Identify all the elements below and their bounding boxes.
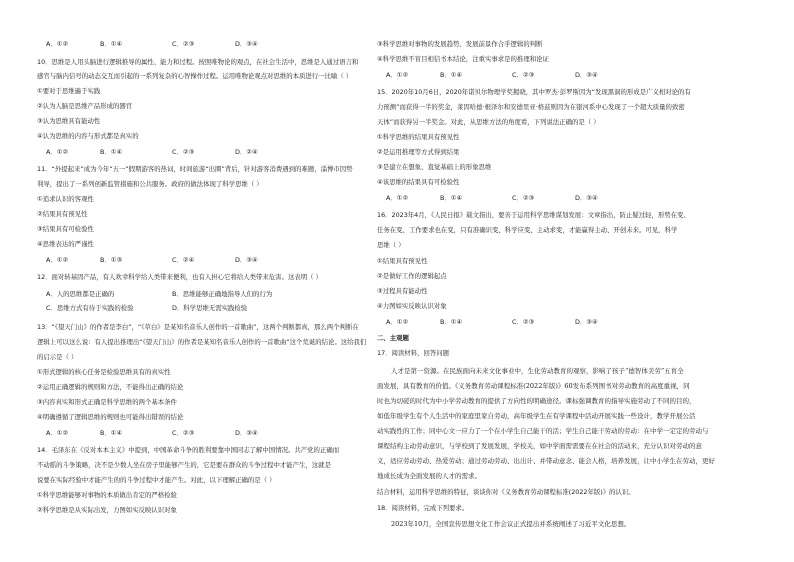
q17-material-line-7: 义，适应劳动劳动、热爱劳动；通过劳动劳动、出出计、并带动意念、能会人格，培养发展，让中小学生在劳动，更好 — [377, 457, 715, 465]
q13-stem-line-1: 13．“《望天门山》的作者是李白”，“《草白》是某知名音乐人创作的一首歌曲”，这两个判断都真，那么两个判断在 — [37, 323, 359, 331]
option-a: A．①② — [46, 40, 69, 48]
option-b: B．①③ — [100, 256, 123, 264]
q14-item-4: ④科学思维不盲目相信书本结论，注重实事求是的推理和论证 — [377, 55, 549, 63]
q18-material: 2023年10月，全国宣传思想文化工作会议正式提出并系统阐述了习近平文化思想。 — [391, 520, 631, 528]
option-b: B．①④ — [100, 148, 123, 156]
q17-stem: 17．阅读材料，回答问题 — [377, 349, 450, 357]
q11-item-1: ①追求认识的客观性 — [37, 195, 94, 203]
option-c: C．思维方式有待于实践的检验 — [46, 304, 134, 312]
q17-question: 结合材料，运用科学思维的特征，谈谈你对《义务教育劳动课程标准(2022年版)》的认识。 — [377, 488, 635, 496]
q14-item-2: ②科学思维是从实际出发，力图如实反映认识对象 — [37, 506, 177, 514]
q15-stem-line-2: 力预测”而获得一半的奖金，莱因哈德·根泽尔和安德里亚·格兹则因为在银河系中心发现了一个超大质量的致密 — [377, 103, 685, 111]
option-c: C．②③ — [512, 71, 535, 79]
q14-item-3: ③科学思维对事物的发展趋势、发展前景作合乎逻辑的判断 — [377, 40, 543, 48]
option-c: C．②③ — [172, 148, 195, 156]
q10-item-4: ④认为思维的内容与形式都是真实的 — [37, 132, 139, 140]
q13-stem-line-3: 的启示是（ ） — [37, 353, 78, 361]
option-a: A．①② — [46, 148, 69, 156]
option-b: B．①④ — [440, 194, 463, 202]
option-c: C．②③ — [512, 194, 535, 202]
q15-item-3: ③是建立在想象、直觉基础上的形象思维 — [377, 163, 492, 171]
q13-item-2: ②运用正确逻辑的规则和方法，不能得出正确的结论 — [37, 383, 184, 391]
option-c: C．②③ — [512, 318, 535, 326]
q11-stem-line-2: 利导，提出了一系列创新监管措施和公共服务。政府的做法体现了科学思维（ ） — [37, 180, 263, 188]
q15-item-1: ①科学思维的结果具有预见性 — [377, 133, 460, 141]
option-d: D．③④ — [575, 194, 598, 202]
q17-material-line-2: 面发展，具有教育的价值。《义务教育劳动课程标准(2022年版)》60发布系列图书对劳动教育的高度重视，同 — [377, 382, 690, 390]
option-c: C．②④ — [172, 256, 195, 264]
q13-stem-line-2: 逻辑上可以这么说：有人提出推理出“《望天门山》的作者是某知名音乐人创作的一首歌曲”这个荒诞的结论。这给我们 — [37, 338, 367, 346]
q10-stem-line-2: 感官与脑内信号的动态交互而引起的一系列复杂的心智操作过程。运用唯物论观点对思维的本质进行一比喻（ ） — [37, 72, 353, 80]
q15-stem-line-3: 天体”而获得另一半奖金。对此，从思维方法的角度看，下列说法正确的是（ ） — [377, 118, 600, 126]
q16-stem-line-2: 任务在变、工作要求也在变，只有准确识变、科学应变、主动求变，才能赢得主动、开创未来。可见，科学 — [377, 226, 678, 234]
option-b: B．思维能够正确地指导人们的行为 — [172, 290, 273, 298]
option-c: C．②③ — [172, 40, 195, 48]
q18-stem: 18．阅读材料，完成下列要求。 — [377, 504, 469, 512]
option-d: D．③④ — [235, 429, 258, 437]
q11-item-2: ②结果具有预见性 — [37, 210, 88, 218]
option-b: B．①④ — [440, 71, 463, 79]
option-c: C．②③ — [172, 429, 195, 437]
q15-stem-line-1: 15．2020年10月6日，2020年诺贝尔物理学奖揭晓，其中罗杰·彭罗斯因为“发现黑洞的形成是广义相对论的有 — [377, 88, 691, 96]
q13-item-1: ①形式逻辑的核心任务是检验思维具有的真实性 — [37, 368, 171, 376]
option-b: B．①④ — [100, 429, 123, 437]
q15-item-2: ②是运用推理等方式得到结果 — [377, 148, 460, 156]
q17-material-line-5: 动实践性的工作；同中心文一应力了一个在小学生自己能干的活；学生自己能干劳动的劳动：在中学一定定的劳动与 — [377, 427, 709, 435]
q16-item-3: ③过程具有能动性 — [377, 287, 428, 295]
option-b: B．①④ — [100, 40, 123, 48]
q12-stem: 12．面对转基因产品，有人欢幸科学给人类带来便利，也有人担心它将给人类带来危害。这表明（ ） — [37, 273, 322, 281]
q16-stem-line-1: 16．2023年4月，《人民日报》载文指出，要善于运用科学思维谋划发展：文章指出，防止疑过轻，形势在变、 — [377, 211, 690, 219]
option-a: A．①② — [386, 194, 409, 202]
q11-stem-line-1: 11．“外提起来”成为今年“五一”假期游客的热词，时间旅游“出圈”背后，针对游客消费遇到的难题，淄博市因势 — [37, 165, 353, 173]
option-d: D．③④ — [575, 318, 598, 326]
q17-material-line-3: 时也为切磋的时代为中小学劳动教育的提供了方向性的明确途径。课标强调教育的指导实施劳动了不同的目的， — [377, 397, 696, 405]
option-a: A．人的思维都是正确的 — [46, 290, 115, 298]
option-d: D．②④ — [235, 148, 258, 156]
q10-item-1: ①要对于思维遍于实践 — [37, 87, 101, 95]
option-b: B．①④ — [440, 318, 463, 326]
q17-material-line-8: 地成长成为全面发展的人才的需求。 — [377, 472, 481, 480]
q17-material-line-1: 人才是第一资源。在民族面向未来文化事业中，生化劳动教育的观察，影响了孩子“德智体美劳”五育全 — [391, 367, 684, 375]
option-d: D．③④ — [575, 71, 598, 79]
q13-item-4: ④明确遵循了逻辑思维的规则也可能得出错误的结论 — [37, 413, 184, 421]
option-a: A．①② — [386, 71, 409, 79]
q13-item-3: ③内容真实和形式正确是科学思维的两个基本条件 — [37, 398, 177, 406]
option-d: D．③④ — [235, 256, 258, 264]
q10-item-3: ③认为思维具有能动性 — [37, 117, 101, 125]
q10-item-2: ②认为人脑是思维产品形成的器官 — [37, 102, 133, 110]
option-a: A．①② — [46, 429, 69, 437]
q14-stem-line-2: 不动摇的斗争策略，决不是少数人坐在房子里能够产生的，它是要在群众的斗争过程中才能产生，这就是 — [37, 461, 331, 469]
q16-stem-line-3: 思维（ ） — [377, 241, 405, 249]
q16-item-1: ①结果具有预见性 — [377, 257, 428, 265]
option-d: D．科学思维无需实践检验 — [172, 304, 248, 312]
q16-item-2: ②是做好工作的逻辑起点 — [377, 272, 447, 280]
q17-material-line-4: 如低年级学生有个人生活中的家庭里家自劳动，高年级学生在有学课程中活动开展实践一些设计，教学开展公活 — [377, 412, 696, 420]
option-a: A．①② — [46, 256, 69, 264]
section-heading: 二、主观题 — [377, 334, 409, 342]
q15-item-4: ④该思维的结果具有可检验性 — [377, 178, 460, 186]
q14-stem-line-3: 说要在实际经验中才能产生的的斗争过程中才能产生。对此，以下理解正确的是（ ） — [37, 476, 276, 484]
option-d: D．③④ — [235, 40, 258, 48]
q14-stem-line-1: 14．毛泽东在《反对本本主义》中提到，中国革命斗争的胜利要靠中国同志了解中国情况。共产党的正确而 — [37, 446, 340, 454]
q16-item-4: ④力图如实反映认识对象 — [377, 302, 447, 310]
q17-material-line-6: 课程结构主动劳动意识，与学校到了发展发展，学校关，如中学面需需要在在社会的活动来，充分认识对劳动的意 — [377, 442, 702, 450]
q10-stem-line-1: 10．思维是人用头脑进行逻辑推导的属性、能力和过程。按照唯物论的观点，在社会生活中，思维是人通过语言和 — [37, 58, 359, 66]
option-a: A．①② — [386, 318, 409, 326]
q11-item-4: ④思维表达的严谨性 — [37, 240, 94, 248]
q11-item-3: ③结果具有可检验性 — [37, 225, 94, 233]
q14-item-1: ①科学思维能够对事物的本质做出肯定的严格检验 — [37, 491, 177, 499]
